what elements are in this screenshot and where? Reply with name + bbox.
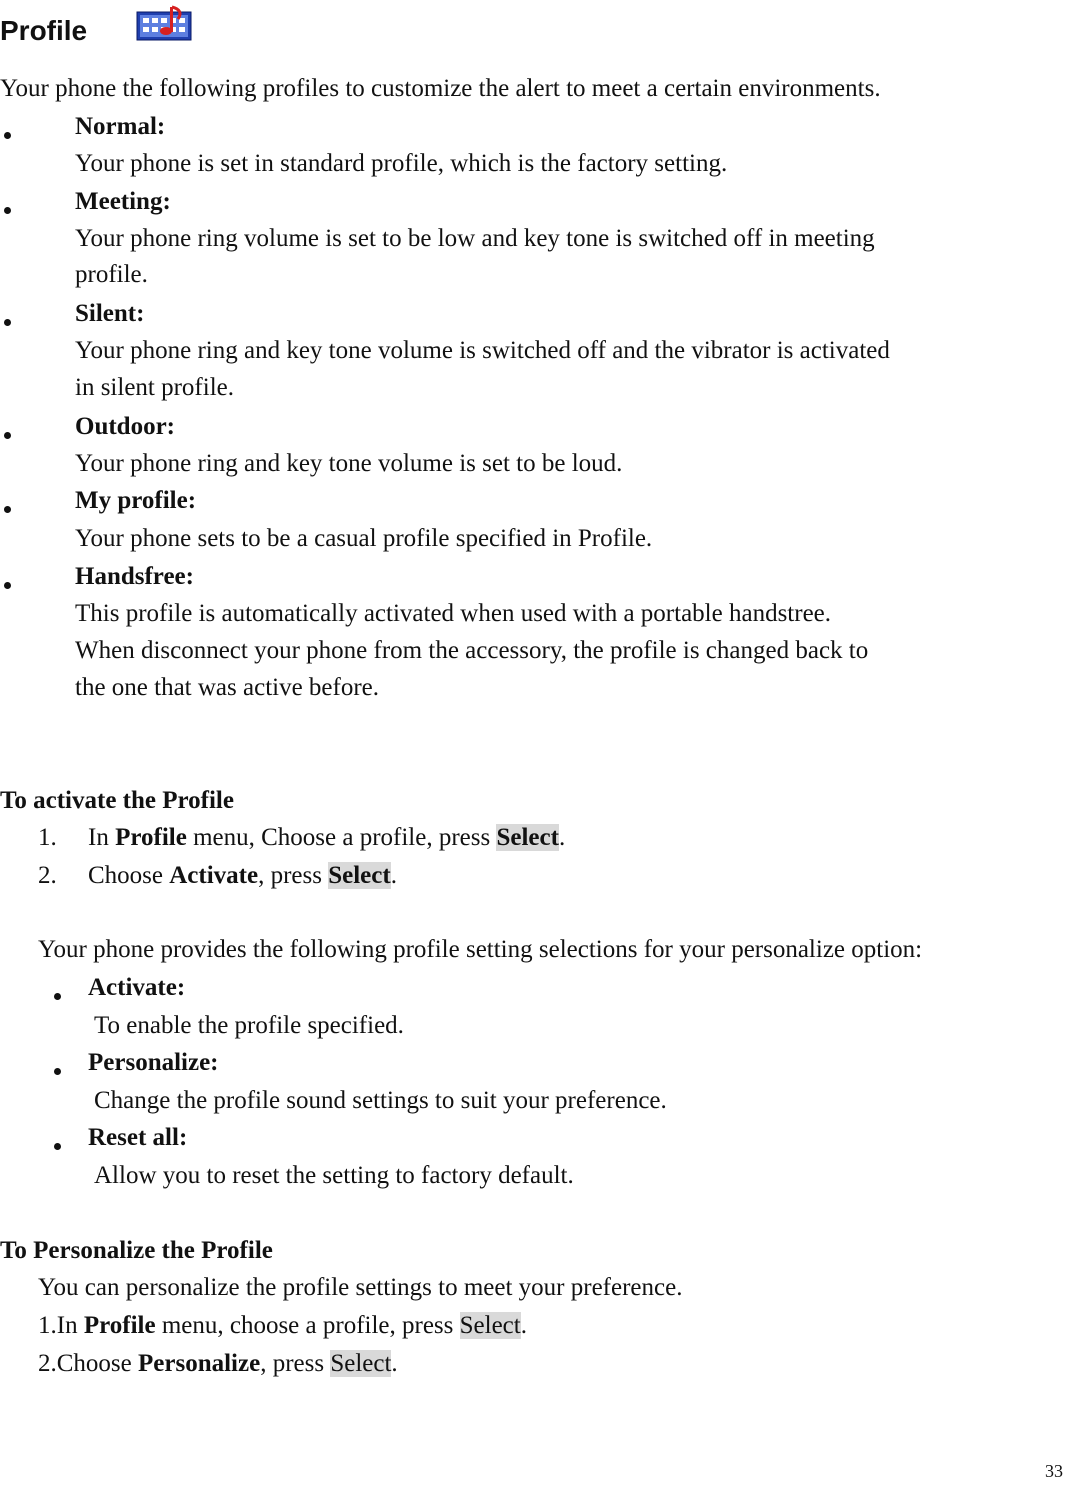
section-heading-personalize: To Personalize the Profile: [0, 1237, 273, 1264]
select-key: Select: [496, 824, 559, 851]
profile-name: My profile:: [75, 487, 197, 514]
profile-desc: Your phone sets to be a casual profile specified in Profile.: [75, 525, 653, 552]
bullet-icon: [54, 1143, 61, 1150]
option-name: Personalize:: [88, 1049, 219, 1076]
section-heading-activate: To activate the Profile: [0, 787, 234, 814]
activate-step-2: Choose Activate, press Select.: [88, 862, 397, 889]
profile-desc: Your phone ring and key tone volume is switched off and the vibrator is activated: [75, 337, 890, 364]
bullet-icon: [4, 582, 11, 589]
step-number: 1.: [38, 824, 57, 851]
bullet-icon: [4, 506, 11, 513]
bullet-icon: [4, 207, 11, 214]
profile-desc: This profile is automatically activated when used with a portable handstree.: [75, 600, 832, 627]
activate-step-1: In Profile menu, Choose a profile, press Select.: [88, 824, 566, 851]
personalize-intro: You can personalize the profile settings to meet your preference.: [38, 1274, 683, 1301]
profile-menu-icon: [136, 3, 192, 41]
profile-desc: Your phone ring volume is set to be low and key tone is switched off in meeting: [75, 225, 875, 252]
option-desc: Allow you to reset the setting to factory default.: [94, 1162, 574, 1189]
option-name: Reset all:: [88, 1124, 188, 1151]
profile-desc: When disconnect your phone from the accessory, the profile is changed back to: [75, 637, 869, 664]
select-key: Select: [330, 1350, 392, 1377]
profile-name: Meeting:: [75, 188, 171, 215]
page-number: 33: [1045, 1461, 1063, 1481]
intro-text: Your phone the following profiles to customize the alert to meet a certain environments.: [0, 75, 881, 102]
bullet-icon: [54, 993, 61, 1000]
profile-desc: in silent profile.: [75, 374, 234, 401]
bullet-icon: [4, 132, 11, 139]
profile-desc: Your phone ring and key tone volume is set to be loud.: [75, 450, 623, 477]
option-name: Activate:: [88, 974, 186, 1001]
bullet-icon: [4, 319, 11, 326]
profile-name: Normal:: [75, 113, 166, 140]
bullet-icon: [4, 432, 11, 439]
personalize-step-1: 1.In Profile menu, choose a profile, press Select.: [38, 1312, 527, 1339]
select-key: Select: [459, 1312, 521, 1339]
profile-desc: Your phone is set in standard profile, which is the factory setting.: [75, 150, 728, 177]
options-intro: Your phone provides the following profile setting selections for your personalize option:: [38, 936, 923, 963]
profile-desc: the one that was active before.: [75, 674, 380, 701]
personalize-step-2: 2.Choose Personalize, press Select.: [38, 1350, 398, 1377]
bullet-icon: [54, 1068, 61, 1075]
profile-name: Outdoor:: [75, 413, 175, 440]
step-number: 2.: [38, 862, 57, 889]
option-desc: To enable the profile specified.: [94, 1012, 404, 1039]
option-desc: Change the profile sound settings to suit your preference.: [94, 1087, 667, 1114]
profile-name: Silent:: [75, 300, 145, 327]
profile-name: Handsfree:: [75, 563, 194, 590]
profile-desc: profile.: [75, 261, 148, 288]
page-title: Profile: [0, 15, 88, 46]
select-key: Select: [328, 862, 391, 889]
